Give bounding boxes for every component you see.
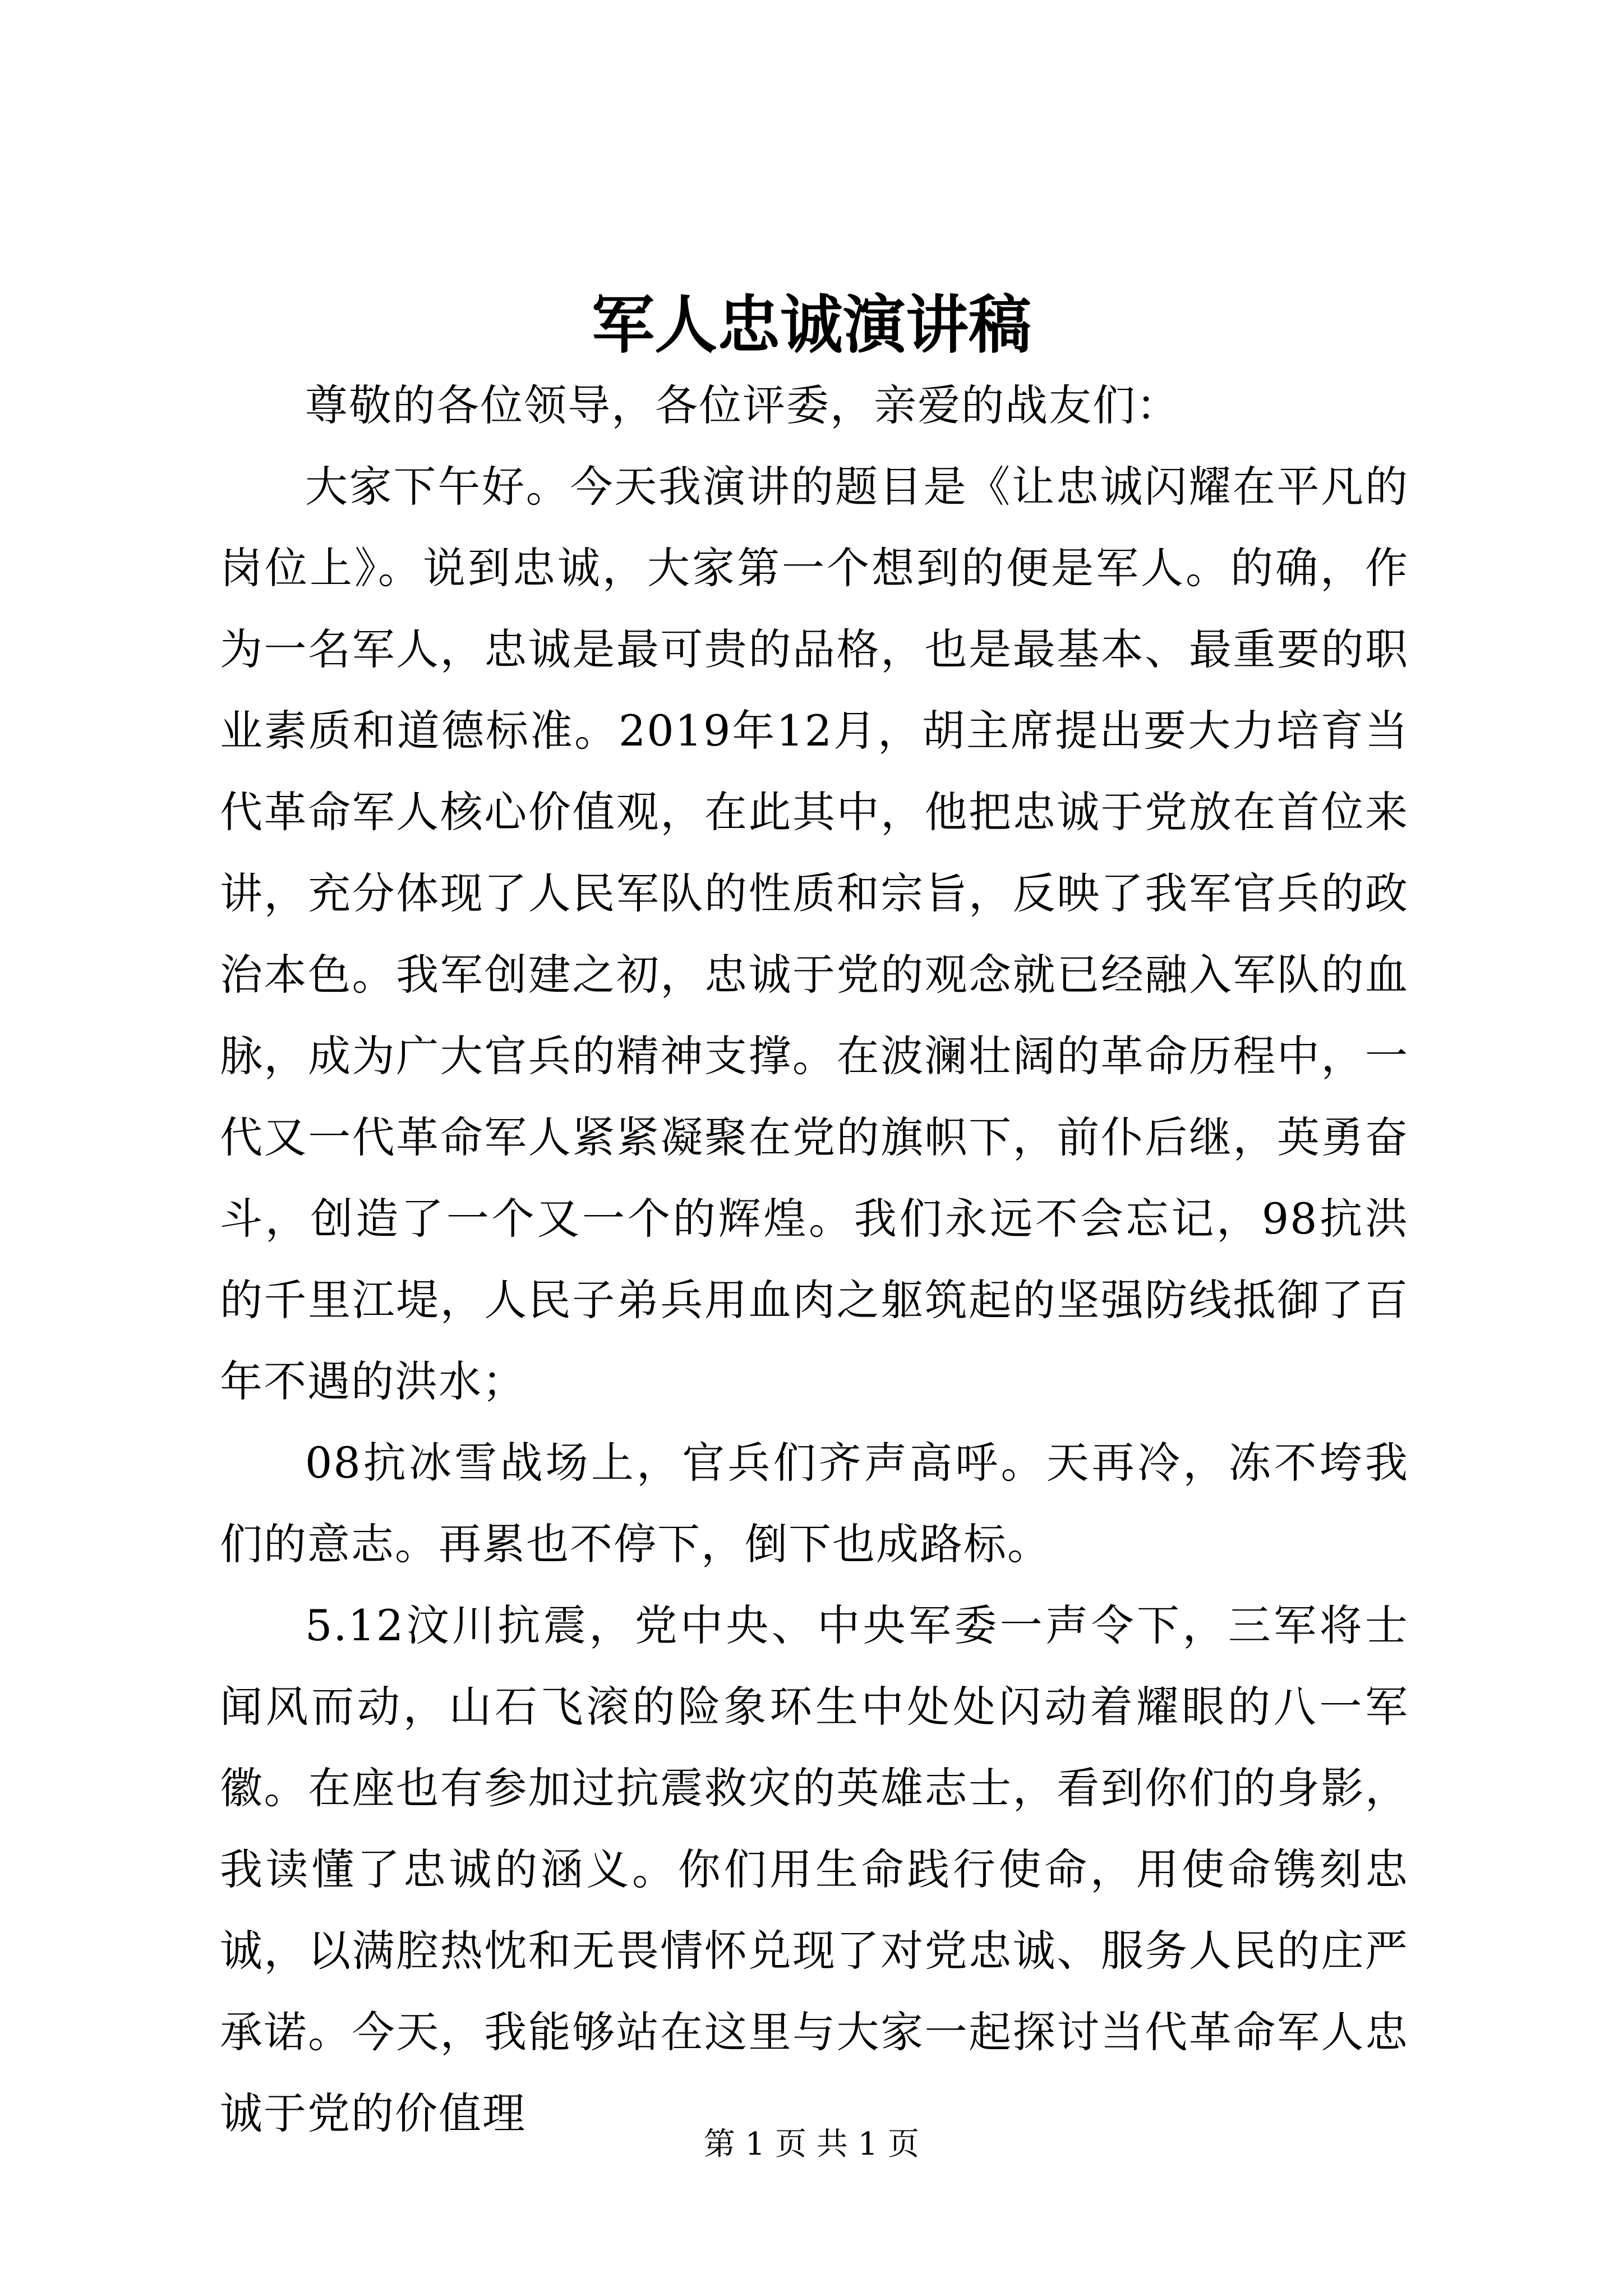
salutation-paragraph: 尊敬的各位领导，各位评委，亲爱的战友们： (305, 380, 1180, 430)
page-footer: 第 1 页 共 1 页 (703, 2126, 920, 2162)
document-title: 军人忠诚演讲稿 (592, 288, 1031, 362)
body-paragraph: 5.12汶川抗震，党中央、中央军委一声令下，三军将士闻风而动，山石飞滚的险象环生中处处闪动着耀眼的八一军徽。在座也有参加过抗震救灾的英雄志士，看到你们的身影，我读懂了忠诚的涵义。你们用生命践行使命，用使命镌刻忠诚，以满腔热忱和无畏情怀兑现了对党忠诚、服务人民的庄严承诺。今天，我能够站在这里与大家一起探讨当代革命军人忠诚于党的价值理 (220, 1600, 1409, 2138)
body-paragraph: 大家下午好。今天我演讲的题目是《让忠诚闪耀在平凡的岗位上》。说到忠诚，大家第一个想到的便是军人。的确，作为一名军人，忠诚是最可贵的品格，也是最基本、最重要的职业素质和道德标准。2019年12月，胡主席提出要大力培育当代革命军人核心价值观，在此其中，他把忠诚于党放在首位来讲，充分体现了人民军队的性质和宗旨，反映了我军官兵的政治本色。我军创建之初，忠诚于党的观念就已经融入军队的血脉，成为广大官兵的精神支撑。在波澜壮阔的革命历程中，一代又一代革命军人紧紧凝聚在党的旗帜下，前仆后继，英勇奋斗，创造了一个又一个的辉煌。我们永远不会忘记，98抗洪的千里江堤，人民子弟兵用血肉之躯筑起的坚强防线抵御了百年不遇的洪水； (220, 462, 1409, 1406)
body-paragraph: 08抗冰雪战场上，官兵们齐声高呼。天再冷，冻不垮我们的意志。再累也不停下，倒下也成路标。 (220, 1438, 1409, 1569)
document-body (220, 365, 1409, 2154)
